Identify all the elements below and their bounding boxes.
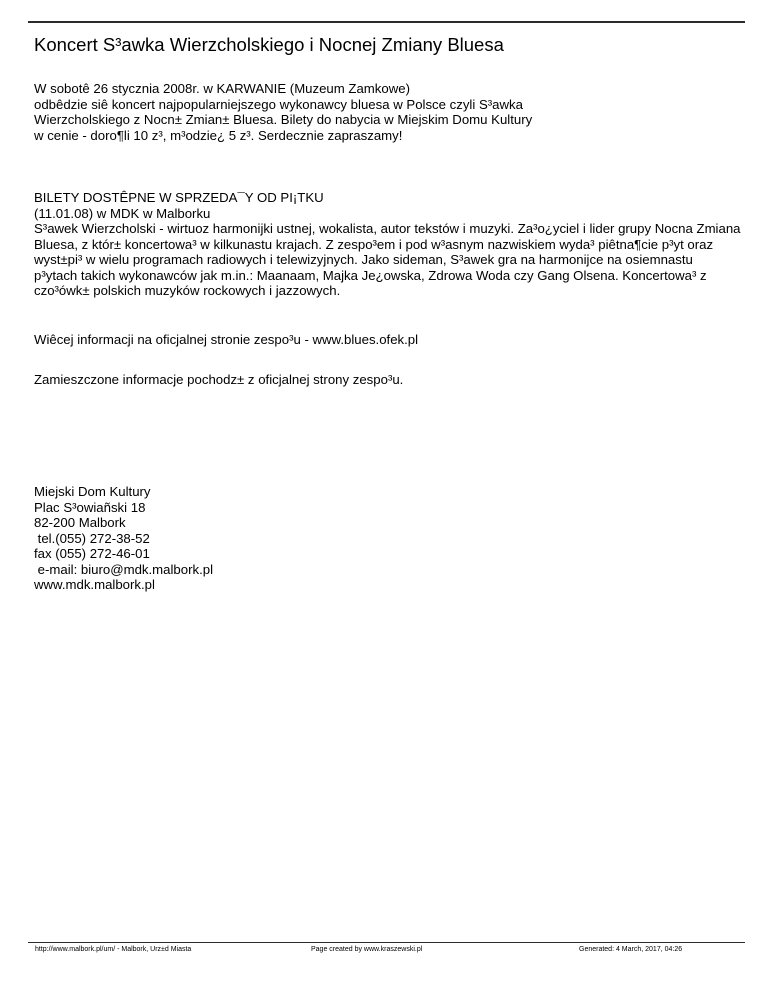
intro-paragraph (34, 81, 532, 143)
intro-line: odbêdzie siê koncert najpopularniejszego wykonawcy bluesa w Polsce czyli S³awka (34, 96, 523, 112)
intro-line: W sobotê 26 stycznia 2008r. w KARWANIE (Muzeum Zamkowe) (34, 81, 410, 96)
tickets-line: S³awek Wierzcholski - wirtuoz harmonijki ustnej, wokalista, autor tekstów i muzyki. Za³o¿yciel i lider grupy Nocna Zmiana (34, 221, 741, 236)
contact-city: 82-200 Malbork (34, 515, 126, 530)
tickets-line: wyst±pi³ w wielu programach radiowych i telewizyjnych. Jako sideman, S³awek gra na harmonijce na osiemnastu (34, 252, 693, 267)
contact-email: e-mail: biuro@mdk.malbork.pl (34, 561, 214, 577)
contact-fax: fax (055) 272-46-01 (34, 546, 150, 561)
top-divider (28, 21, 745, 23)
tickets-paragraph (34, 190, 741, 299)
contact-website: www.mdk.malbork.pl (34, 577, 155, 592)
footer-source: http://www.malbork.pl/um/ - Malbork, Urz±d Miasta (35, 946, 192, 953)
more-info-text: Wiêcej informacji na oficjalnej stronie zespo³u - www.blues.ofek.pl (34, 332, 419, 347)
intro-line: w cenie - doro¶li 10 z³, m³odzie¿ 5 z³. Serdecznie zapraszamy! (34, 127, 403, 143)
tickets-line: (11.01.08) w MDK w Malborku (34, 205, 211, 221)
page-title: Koncert S³awka Wierzcholskiego i Nocnej Zmiany Bluesa (34, 34, 504, 55)
contact-name: Miejski Dom Kultury (34, 484, 151, 499)
tickets-line: Bluesa, z któr± koncertowa³ w kilkunastu krajach. Z zespo³em i pod w³asnym nazwiskiem wyda³ piêtna¶cie p³yt oraz (34, 236, 714, 252)
contact-block (34, 484, 213, 593)
source-note-text: Zamieszczone informacje pochodz± z oficjalnej strony zespo³u. (34, 372, 404, 387)
tickets-line: p³ytach takich wykonawców jak m.in.: Maanaam, Majka Je¿owska, Zdrowa Woda czy Gang Olsena. Koncertowa³ z (34, 267, 707, 283)
intro-line: Wierzcholskiego z Nocn± Zmian± Bluesa. Bilety do nabycia w Miejskim Domu Kultury (34, 112, 533, 127)
tickets-line: czo³ówk± polskich muzyków rockowych i jazzowych. (34, 283, 341, 298)
contact-phone: tel.(055) 272-38-52 (34, 530, 150, 546)
footer-credit: Page created by www.kraszewski.pl (311, 946, 423, 953)
more-info-paragraph (34, 332, 418, 348)
footer-generated: Generated: 4 March, 2017, 04:26 (579, 946, 683, 953)
contact-street: Plac S³owiañski 18 (34, 499, 146, 515)
footer-divider (28, 942, 745, 943)
source-note-paragraph (34, 372, 403, 388)
tickets-line: BILETY DOSTÊPNE W SPRZEDA¯Y OD PI¡TKU (34, 190, 324, 205)
